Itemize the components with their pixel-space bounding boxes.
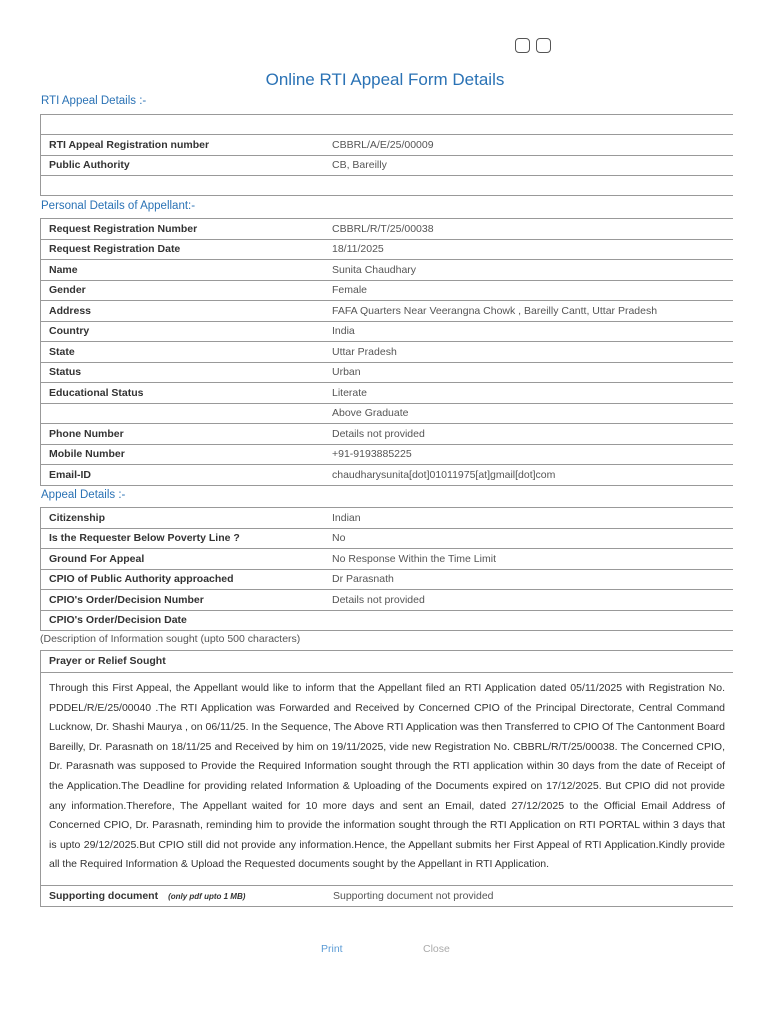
table-row [41, 219, 734, 240]
table-row [41, 508, 734, 529]
field-label: Citizenship [41, 508, 325, 529]
field-value: Details not provided [324, 590, 733, 611]
table-row [41, 383, 734, 404]
table-row [41, 528, 734, 549]
table-row [41, 465, 734, 486]
table-row [41, 590, 734, 611]
supporting-document-row [41, 885, 733, 906]
supporting-document-label: Supporting document [49, 889, 159, 902]
window-controls [515, 38, 551, 53]
table-row [41, 610, 734, 631]
supporting-document-note: (only pdf upto 1 MB) [168, 891, 246, 901]
field-value [324, 610, 733, 631]
field-label: Gender [41, 280, 325, 301]
field-value: Indian [324, 508, 733, 529]
field-label: Name [41, 260, 325, 281]
prayer-label: Prayer or Relief Sought [41, 651, 733, 673]
field-label: Address [41, 301, 325, 322]
table-row [41, 569, 734, 590]
table-row [41, 362, 734, 383]
field-label: Mobile Number [41, 444, 325, 465]
table-row [41, 135, 734, 156]
field-label [41, 403, 325, 424]
field-label: Request Registration Number [41, 219, 325, 240]
section-appeal-details: Appeal Details :- [41, 489, 126, 501]
table-row [41, 280, 734, 301]
field-value: Urban [324, 362, 733, 383]
field-label: Country [41, 321, 325, 342]
field-label: CPIO's Order/Decision Number [41, 590, 325, 611]
table-row [41, 321, 734, 342]
field-label: Request Registration Date [41, 239, 325, 260]
table-row [41, 444, 734, 465]
supporting-document-value: Supporting document not provided [333, 889, 494, 902]
field-label: Educational Status [41, 383, 325, 404]
field-value: CBBRL/A/E/25/00009 [324, 135, 733, 156]
window-icon[interactable] [536, 38, 551, 53]
field-label: Phone Number [41, 424, 325, 445]
field-value: CBBRL/R/T/25/00038 [324, 219, 733, 240]
field-value: Dr Parasnath [324, 569, 733, 590]
field-value: CB, Bareilly [324, 155, 733, 176]
table-row [41, 549, 734, 570]
field-label: CPIO's Order/Decision Date [41, 610, 325, 631]
personal-details-table [40, 218, 733, 486]
table-row [41, 342, 734, 363]
field-label: Is the Requester Below Poverty Line ? [41, 528, 325, 549]
table-row [41, 239, 734, 260]
field-value: 18/11/2025 [324, 239, 733, 260]
field-value: Literate [324, 383, 733, 404]
field-value: No Response Within the Time Limit [324, 549, 733, 570]
field-label: State [41, 342, 325, 363]
table-row [41, 301, 734, 322]
page-title: Online RTI Appeal Form Details [265, 70, 505, 89]
field-value: Sunita Chaudhary [324, 260, 733, 281]
field-label: RTI Appeal Registration number [41, 135, 325, 156]
field-value: Uttar Pradesh [324, 342, 733, 363]
field-value: FAFA Quarters Near Veerangna Chowk , Bareilly Cantt, Uttar Pradesh [324, 301, 733, 322]
table-row [41, 155, 734, 176]
print-button[interactable]: Print [321, 943, 343, 955]
field-label: Ground For Appeal [41, 549, 325, 570]
field-value: chaudharysunita[dot]01011975[at]gmail[dot]com [324, 465, 733, 486]
field-value: +91-9193885225 [324, 444, 733, 465]
field-label: Status [41, 362, 325, 383]
field-value: No [324, 528, 733, 549]
appeal-details-table [40, 507, 733, 631]
field-value: India [324, 321, 733, 342]
prayer-section [40, 650, 733, 907]
field-label: Public Authority [41, 155, 325, 176]
rti-details-table [40, 114, 733, 196]
table-row [41, 260, 734, 281]
section-personal-details: Personal Details of Appellant:- [41, 200, 196, 212]
field-value: Details not provided [324, 424, 733, 445]
field-label: Email-ID [41, 465, 325, 486]
table-row [41, 403, 734, 424]
description-label: (Description of Information sought (upto 500 characters) [40, 633, 301, 645]
field-label: CPIO of Public Authority approached [41, 569, 325, 590]
supporting-document-field [41, 886, 333, 906]
prayer-text: Through this First Appeal, the Appellant would like to inform that the Appellant filed an RTI Application dated 05/11/2025 with Registration No. PDDEL/R/E/25/00040 .The RTI Application was Forwarded and Received by Concerned CPIO of the Principal Directorate, Central Command Lucknow, Dr. Shashi Maurya , on 06/11/25. In the Sequence, The Above RTI Application was then Transferred to CPIO Of The Cantonment Board Bareilly, Dr. Parasnath on 18/11/25 and Received by him on 19/11/2025, vide new Registration No. CBBRL/R/T/25/00038. The Concerned CPIO, Dr. Parasnath was supposed to Provide the Required Information sought through the RTI application within 30 days from the date of Receipt of the Application.The Deadline for providing related Information & Uploading of the Documents expired on 17/12/2025. But CPIO did not provide any information.Therefore, The Appellant waited for 10 more days and sent an Email, dated 27/12/2025 to the Official Email Address of Concerned CPIO, Dr. Parasnath, reminding him to provide the information sought through the RTI Application on RTI PORTAL within 3 days that is upto 29/12/2025.But CPIO still did not provide any information.Hence, the Appellant submits her First Appeal of RTI Application.Kindly provide all the Required Information & Upload the Requested documents sought by the Appellant in RTI Application. [49, 682, 725, 871]
section-rti-appeal-details: RTI Appeal Details :- [41, 95, 147, 107]
table-row [41, 115, 734, 135]
table-row [41, 176, 734, 196]
field-value: Female [324, 280, 733, 301]
field-value: Above Graduate [324, 403, 733, 424]
table-row [41, 424, 734, 445]
window-icon[interactable] [515, 38, 530, 53]
close-button[interactable]: Close [423, 943, 450, 955]
